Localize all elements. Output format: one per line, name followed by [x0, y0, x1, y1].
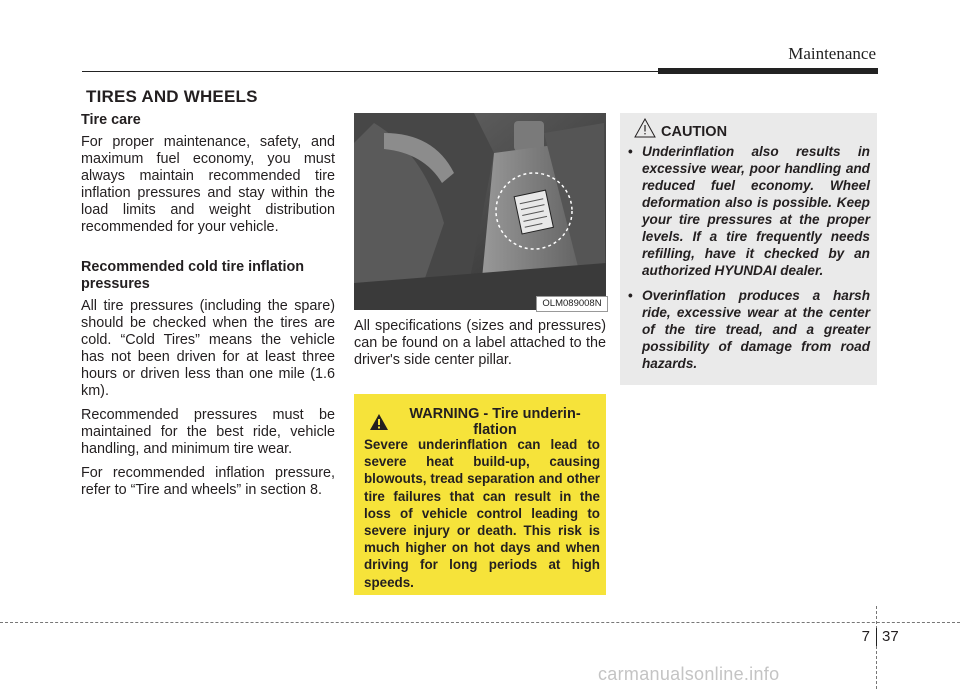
cold-pressure-paragraph-2: Recommended pressures must be maintained for the best ride, vehicle handling, and minimum tire wear. [81, 407, 335, 457]
bullet: • [628, 288, 633, 303]
section-title: Maintenance [788, 44, 876, 63]
tire-care-text: For proper maintenance, safety, and maximum fuel economy, you must always maintain recommended tire inflation pressures and stay within the load limits and weight distribution recommended for your vehicle. [81, 134, 335, 235]
page-number: 37 [882, 628, 899, 645]
footer-dashed-vertical [876, 606, 877, 689]
bullet: • [628, 144, 633, 159]
warning-text: Severe underinflation can lead to severe heat build-up, causing blowouts, tread separation and other tire failures that can result in the loss of vehicle control leading to severe injury or death. This risk is much higher on hot days and when driving for long periods at high speeds. [364, 437, 600, 590]
caution-title: CAUTION [661, 124, 728, 140]
caution-item-text: Overinflation produces a harsh ride, excessive wear at the center of the tire tread, and a greater possibility of damage from road hazards. [642, 288, 870, 371]
cold-pressure-paragraph-1: All tire pressures (including the spare) should be checked when the tires are cold. “Cold Tires” means the vehicle has not been driven for at least three hours or driven less than one mile (1.6 km). [81, 298, 335, 399]
chapter-number: 7 [861, 628, 870, 645]
header-rule-accent [658, 68, 878, 74]
tire-care-title: Tire care [81, 112, 141, 128]
cold-pressure-title: Recommended cold tire inflation pressures [81, 259, 305, 292]
cold-pressure-paragraph-3: For recommended inflation pressure, refer to “Tire and wheels” in section 8. [81, 465, 335, 498]
page-number-divider [876, 628, 877, 646]
watermark: carmanualsonline.info [598, 664, 780, 684]
left-column [81, 112, 335, 506]
caution-item [628, 143, 870, 279]
page-heading: TIRES AND WHEELS [86, 87, 258, 106]
caution-icon [634, 118, 656, 143]
caution-item [628, 287, 870, 372]
figure-code: OLM089008N [536, 296, 608, 312]
footer-dashed-rule [0, 622, 960, 623]
door-pillar-illustration [354, 113, 606, 310]
warning-title: WARNING - Tire underin- flation [409, 406, 581, 438]
caution-list [628, 143, 870, 380]
caution-item-text: Underinflation also results in excessive wear, poor handling and reduced fuel economy. Wheel deformation also is possible. Keep your tire pressures at the proper levels. If a tire frequently needs refilling, have it checked by an authorized HYUNDAI dealer. [642, 144, 870, 278]
warning-icon [369, 413, 389, 436]
figure-caption: All specifications (sizes and pressures) can be found on a label attached to the driver's side center pillar. [354, 318, 606, 368]
door-pillar-photo [354, 113, 606, 310]
